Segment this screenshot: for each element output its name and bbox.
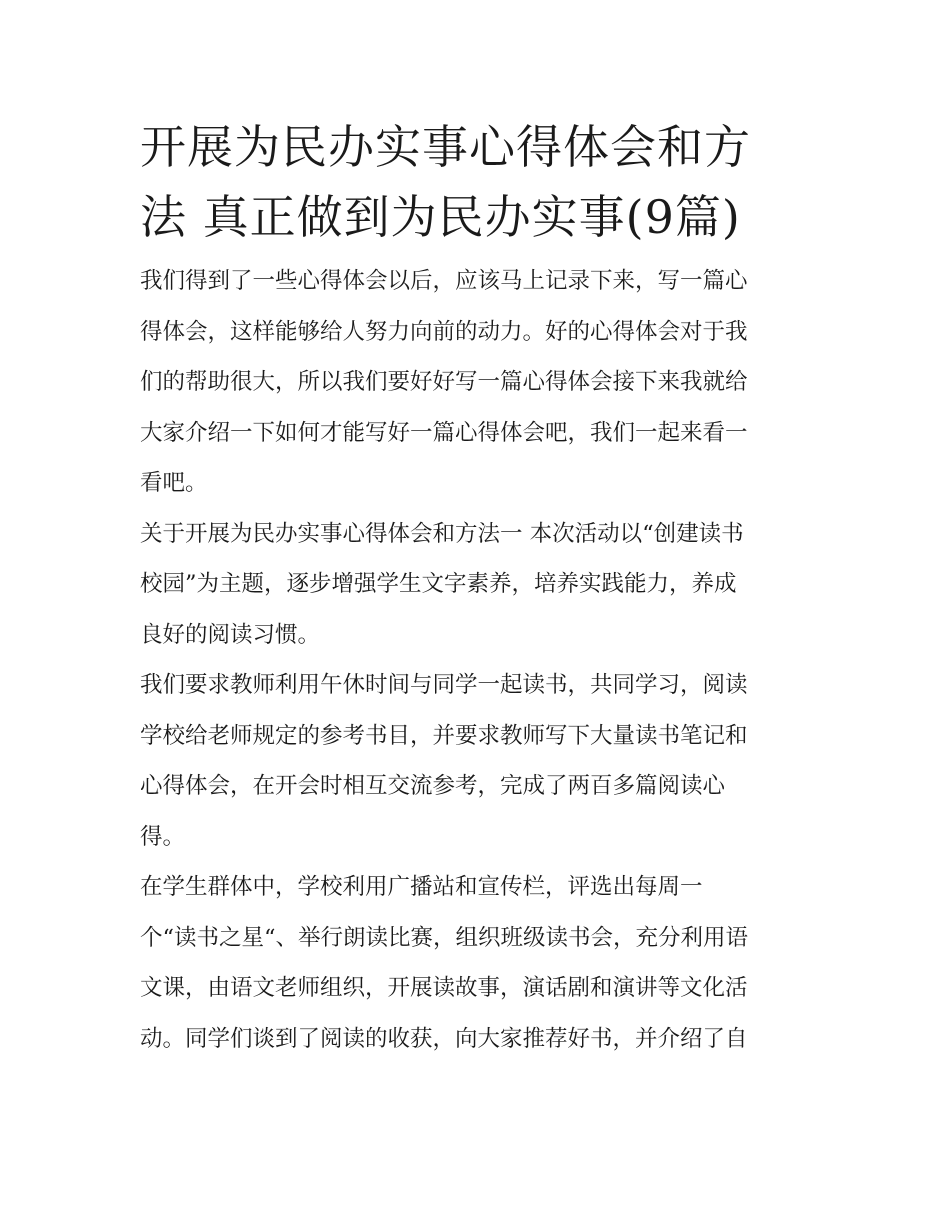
- document-page: [140, 112, 816, 1064]
- title-line: 法 真正做到为民办实事(9篇): [140, 190, 741, 244]
- text-line: 心得体会，在开会时相互交流参考，完成了两百多篇阅读心: [140, 773, 726, 799]
- text-line: 学校给老师规定的参考书目，并要求教师写下大量读书笔记和: [140, 722, 748, 749]
- text-line: 动。同学们谈到了阅读的收获，向大家推荐好书，并介绍了自: [140, 1025, 748, 1052]
- text-line: 得。: [140, 823, 186, 850]
- paragraph-intro: [140, 256, 816, 509]
- document-title: [140, 112, 816, 252]
- text-line: 文课，由语文老师组织，开展读故事，演话剧和演讲等文化活: [140, 975, 748, 1001]
- text-line: 个“读书之星“、举行朗读比赛，组织班级读书会，充分利用语: [140, 924, 749, 951]
- paragraph-method-one: [140, 509, 816, 661]
- text-line: 我们得到了一些心得体会以后，应该马上记录下来，写一篇心: [140, 268, 748, 294]
- paragraph-teachers: [140, 660, 816, 862]
- text-line: 们的帮助很大，所以我们要好好写一篇心得体会接下来我就给: [140, 369, 748, 395]
- text-line: 校园”为主题，逐步增强学生文字素养，培养实践能力，养成: [140, 571, 737, 597]
- paragraph-students: [140, 862, 816, 1064]
- text-line: 我们要求教师利用午休时间与同学一起读书，共同学习，阅读: [140, 672, 748, 698]
- text-line: 良好的阅读习惯。: [140, 621, 321, 648]
- title-line: 开展为民办实事心得体会和方: [140, 120, 751, 174]
- text-line: 大家介绍一下如何才能写好一篇心得体会吧，我们一起来看一: [140, 419, 748, 446]
- text-line: 得体会，这样能够给人努力向前的动力。好的心得体会对于我: [140, 318, 748, 345]
- text-line: 关于开展为民办实事心得体会和方法一 本次活动以“创建读书: [140, 520, 744, 547]
- text-line: 在学生群体中，学校利用广播站和宣传栏，评选出每周一: [140, 874, 703, 900]
- text-line: 看吧。: [140, 470, 208, 496]
